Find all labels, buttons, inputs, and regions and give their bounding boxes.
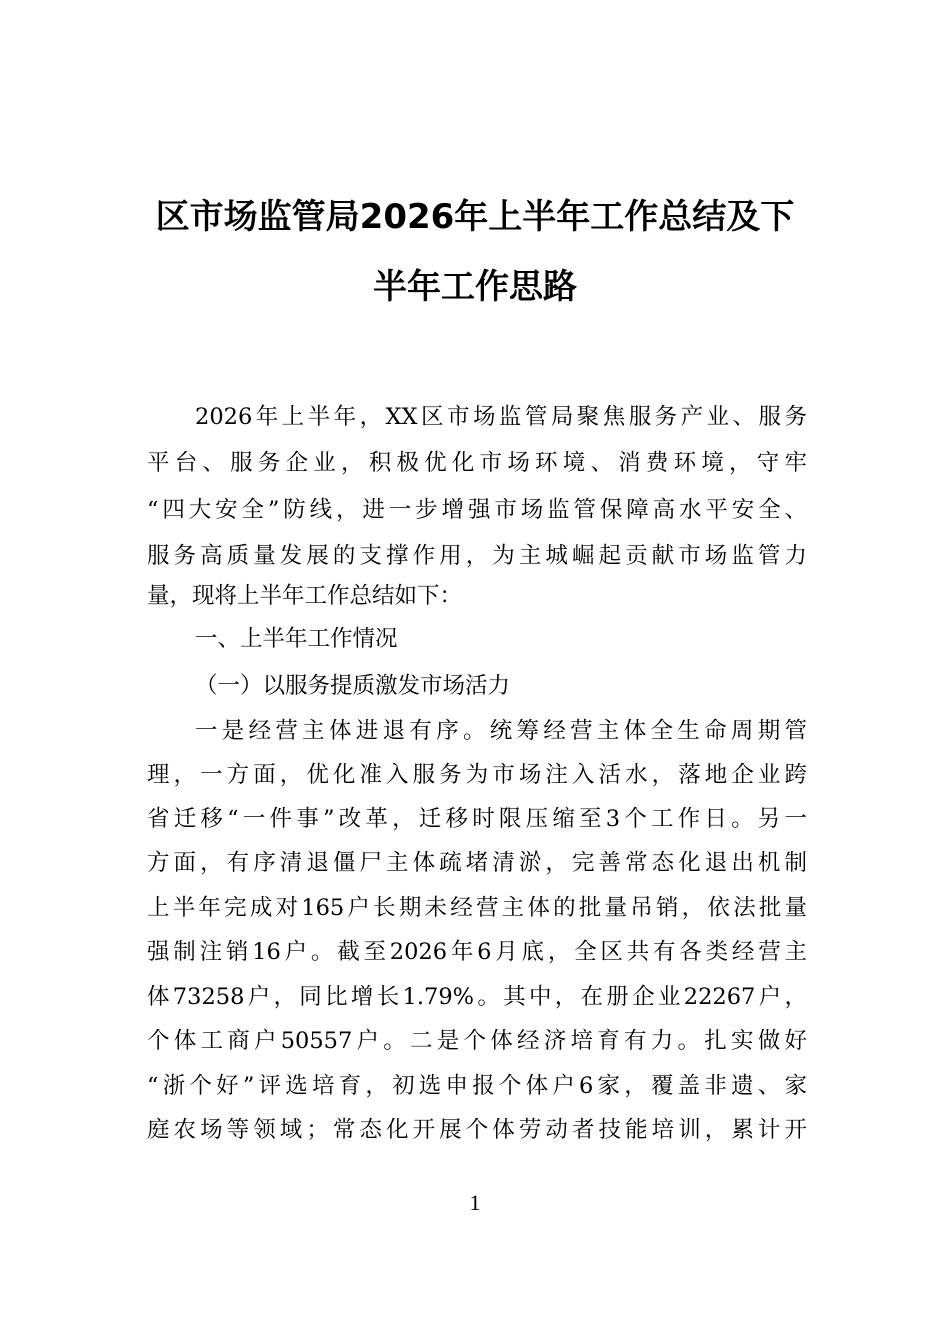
body-paragraph-line: 理，一方面，优化准入服务为市场注入活水，落地企业跨: [147, 762, 807, 788]
body-paragraph-line: 方面，有序清退僵尸主体疏堵清淤，完善常态化退出机制: [147, 850, 807, 876]
subsection-heading: （一）以服务提质激发市场活力: [195, 673, 511, 699]
body-paragraph-line: 一是经营主体进退有序。统筹经营主体全生命周期管: [195, 718, 807, 744]
body-paragraph-line: 个体工商户50557户。二是个体经济培育有力。扎实做好: [147, 1028, 807, 1054]
page-number: 1: [469, 1190, 481, 1215]
body-paragraph-line: 庭农场等领域；常态化开展个体劳动者技能培训，累计开: [147, 1117, 807, 1143]
body-paragraph-line: “浙个好”评选培育，初选申报个体户6家，覆盖非遗、家: [147, 1073, 807, 1099]
intro-paragraph-line: 服务高质量发展的支撑作用，为主城崛起贡献市场监管力: [147, 543, 807, 569]
body-paragraph-line: 体73258户，同比增长1.79%。其中，在册企业22267户，: [147, 984, 807, 1010]
intro-paragraph-line: 量，现将上半年工作总结如下：: [147, 583, 463, 609]
body-paragraph-line: 省迁移“一件事”改革，迁移时限压缩至3个工作日。另一: [147, 806, 807, 832]
intro-paragraph-line: 平台、服务企业，积极优化市场环境、消费环境，守牢: [147, 450, 807, 476]
document-title-line-1: 区市场监管局2026年上半年工作总结及下: [155, 197, 795, 237]
document-title-line-2: 半年工作思路: [373, 267, 577, 307]
body-paragraph-line: 强制注销16户。截至2026年6月底，全区共有各类经营主: [147, 939, 807, 965]
intro-paragraph-line: “四大安全”防线，进一步增强市场监管保障高水平安全、: [147, 497, 807, 523]
intro-paragraph-line: 2026年上半年，XX区市场监管局聚焦服务产业、服务: [195, 404, 807, 430]
body-paragraph-line: 上半年完成对165户长期未经营主体的批量吊销，依法批量: [147, 895, 807, 921]
section-heading: 一、上半年工作情况: [195, 626, 398, 652]
